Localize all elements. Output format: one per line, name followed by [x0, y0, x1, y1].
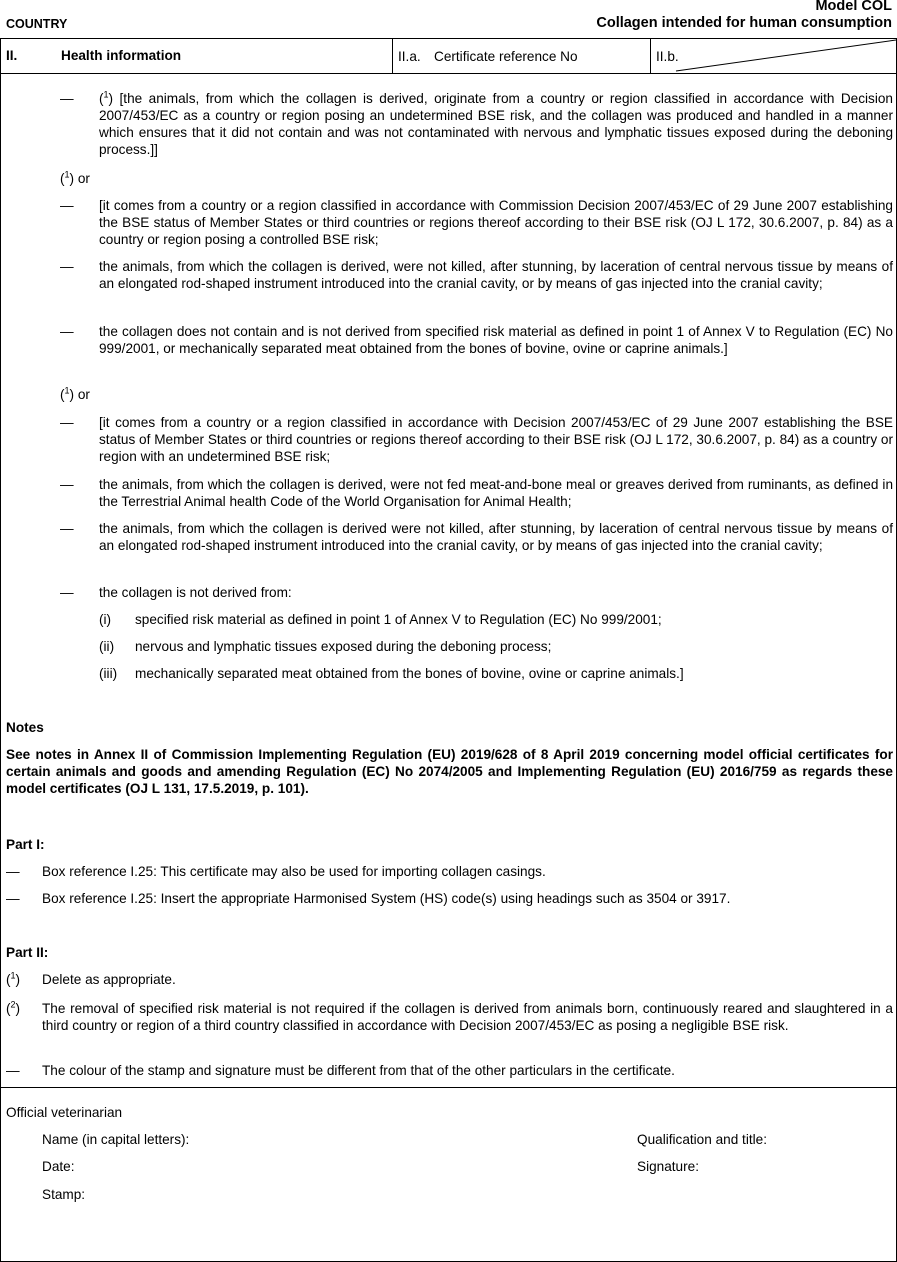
diagonal-strike — [651, 39, 896, 73]
dash-2: — — [60, 198, 74, 213]
clause-1: ($^1$) [the animals, from which the collagen is derived, originate from a country or region classified in accordance with Decision 2007/453/EC as a country or region posing an undetermined BSE risk, and the collagen was produced and handled in a manner which ensures that it did not contain and was not contaminated with nervous and lymphatic tissues exposed during the deboning process.]] — [99, 89, 893, 157]
header-divider-1 — [392, 38, 393, 73]
footnote-2-text: The removal of specified risk material is not required if the collagen is derived from animals born, continuously reared and slaughtered in a third country or region of a third country classified in accordance with Decision 2007/453/EC as posing a negligible BSE risk. — [42, 1001, 893, 1033]
signature-top-border — [0, 1087, 897, 1088]
part1-item: Box reference I.25: This certificate may also be used for importing collagen casings. — [42, 864, 546, 879]
country-label: COUNTRY — [6, 17, 68, 31]
clause-2: [it comes from a country or a region classified in accordance with Commission Decision 2007/453/EC of 29 June 2007 establishing the BSE status of Member States or third countries or regions thereof according to their BSE risk (OJ L 172, 30.6.2007, p. 84) as a country or region posing a controlled BSE risk; — [99, 198, 893, 247]
clause-5: [it comes from a country or a region classified in accordance with Decision 2007/453/EC of 29 June 2007 establishing the BSE status of Member States or third countries or regions thereof according to their BSE risk (OJ L 172, 30.6.2007, p. 84) as a country or region with an undetermined BSE risk; — [99, 415, 893, 464]
dash-8: — — [60, 585, 74, 600]
or-text: ) or — [69, 387, 90, 402]
qualification-label: Qualification and title: — [637, 1132, 767, 1147]
or-text: ) or — [69, 171, 90, 186]
table-header-bottom-border — [0, 73, 897, 74]
part1-title: Part I: — [6, 837, 45, 852]
sub-item-num: (iii) — [99, 666, 118, 681]
clause-6: the animals, from which the collagen is derived, were not fed meat-and-bone meal or greaves derived from ruminants, as defined in the Terrestrial Animal health Code of the World Organisation for Animal Health; — [99, 477, 893, 509]
or-line-1: ($^1$) or — [60, 169, 90, 186]
dash-3: — — [60, 259, 74, 274]
footnote-1-mark: ($^1$) — [6, 970, 21, 987]
sub-item-num: (ii) — [99, 639, 115, 654]
clause-3: the animals, from which the collagen is derived, were not killed, after stunning, by laceration of central nervous tissue by means of an elongated rod-shaped instrument introduced into the cranial cavity, or by means of gas injected into the cranial cavity; — [99, 259, 893, 291]
dash-part1-2: — — [6, 891, 20, 906]
section-title: Health information — [61, 48, 182, 63]
dash-4: — — [60, 324, 74, 339]
sub-item-text: nervous and lymphatic tissues exposed during the deboning process; — [135, 639, 552, 654]
part1-item: Box reference I.25: Insert the appropriate Harmonised System (HS) code(s) using headings such as 3504 or 3917. — [42, 891, 731, 906]
dash-7: — — [60, 521, 74, 536]
date-label: Date: — [42, 1159, 75, 1174]
official-vet-title: Official veterinarian — [6, 1105, 123, 1120]
sub-item-text: mechanically separated meat obtained from the bones of bovine, ovine or caprine animals.] — [135, 666, 684, 681]
clause-4: the collagen does not contain and is not derived from specified risk material as defined in point 1 of Annex V to Regulation (EC) No 999/2001, or mechanically separated meat obtained from the bones of bovine, ovine or caprine animals.] — [99, 324, 893, 356]
sub-item-text: specified risk material as defined in point 1 of Annex V to Regulation (EC) No 999/2001; — [135, 612, 662, 627]
ref-a-label: II.a. — [398, 49, 421, 64]
notes-title: Notes — [6, 720, 44, 735]
sub-item-num: (i) — [99, 612, 112, 627]
signature-label: Signature: — [637, 1159, 699, 1174]
model-title: Model COL — [815, 0, 892, 14]
ref-a-title: Certificate reference No — [434, 49, 578, 64]
fn-num: 1 — [10, 970, 16, 981]
clause-7: the animals, from which the collagen is derived were not killed, after stunning, by laceration of central nervous tissue by means of an elongated rod-shaped instrument introduced into the cranial cavity, or by means of gas injected into the cranial cavity; — [99, 521, 893, 553]
clause-8: the collagen is not derived from: — [99, 585, 292, 600]
fn-ref: 1 — [64, 169, 70, 180]
notes-intro: See notes in Annex II of Commission Implementing Regulation (EU) 2019/628 of 8 April 2019 concerning model official certificates for certain animals and goods and amending Regulation (EC) No 2074/2005 and Implementing Regulation (EU) 2016/759 as regards these model certificates (OJ L 131, 17.5.2019, p. 101). — [6, 747, 893, 796]
footnote-2-mark: ($^2$) — [6, 999, 21, 1016]
table-left-border — [0, 38, 1, 1262]
ref-b-label: II.b. — [656, 49, 679, 64]
part2-title: Part II: — [6, 945, 49, 960]
dash-1: — — [60, 91, 74, 106]
clause-1-text: [the animals, from which the collagen is derived, originate from a country or region classified in accordance with Decision 2007/453/EC as a country or region posing an undetermined BSE risk, and the collagen was produced and handled in a manner which ensures that it did not contain and was not contaminated with nervous and lymphatic tissues exposed during the deboning process.]] — [99, 91, 893, 157]
dash-part1-1: — — [6, 864, 20, 879]
model-subtitle: Collagen intended for human consumption — [596, 15, 892, 31]
name-label: Name (in capital letters): — [42, 1132, 190, 1147]
dash-5: — — [60, 415, 74, 430]
stamp-label: Stamp: — [42, 1187, 86, 1202]
fn-num: 2 — [10, 999, 16, 1010]
or-line-2: ($^1$) or — [60, 385, 90, 402]
colour-note: The colour of the stamp and signature must be different from that of the other particulars in the certificate. — [42, 1063, 675, 1078]
dash-colour-note: — — [6, 1063, 20, 1078]
dash-6: — — [60, 477, 74, 492]
footnote-1-text: Delete as appropriate. — [42, 972, 176, 987]
fn-ref: 1 — [64, 385, 70, 396]
fn-ref: 1 — [103, 89, 109, 100]
section-number: II. — [6, 48, 18, 63]
